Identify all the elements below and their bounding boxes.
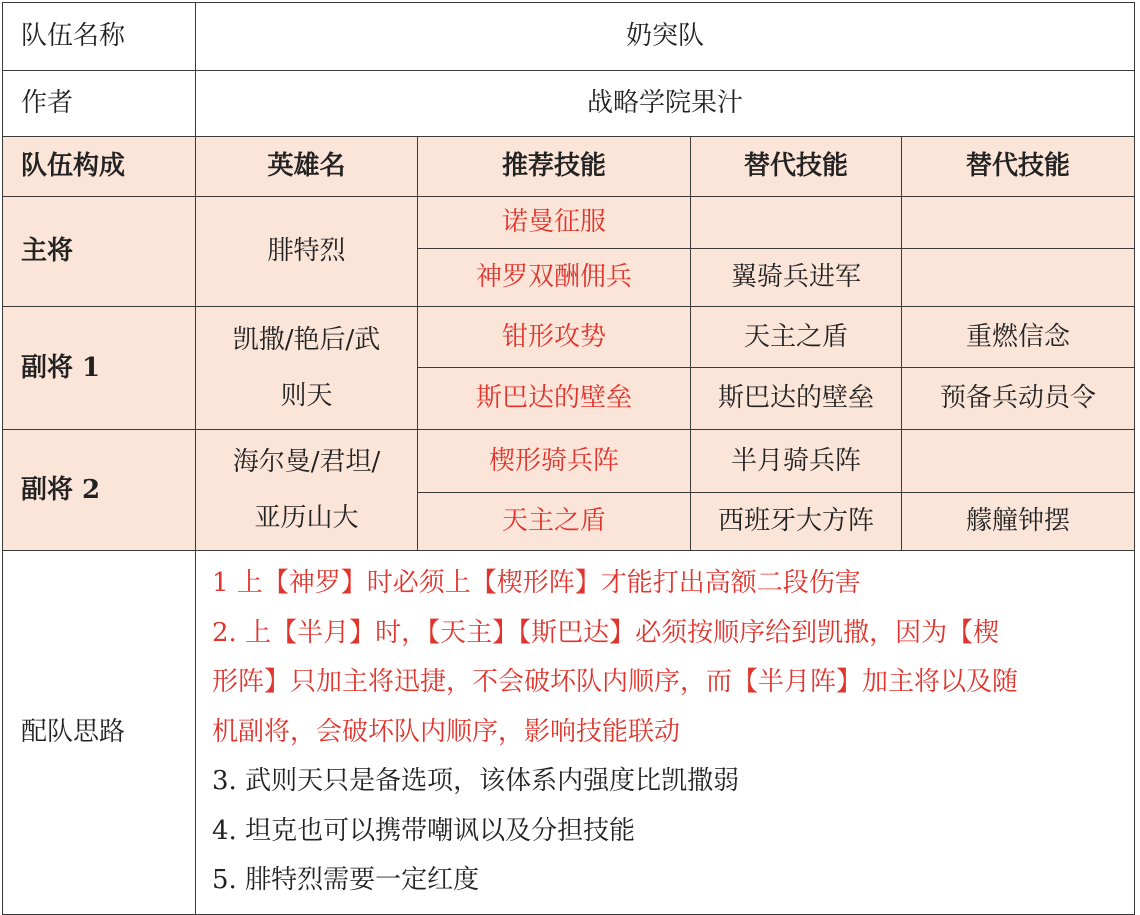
main-general-role: 主将	[3, 197, 196, 307]
team-name-label: 队伍名称	[3, 3, 196, 71]
strategy-row	[3, 551, 1135, 915]
deputy1-alt-skill: 天主之盾	[691, 307, 902, 368]
header-alt-skill-1: 替代技能	[691, 137, 902, 197]
main-general-recommended-skill: 诺曼征服	[418, 197, 691, 249]
team-name-row	[3, 3, 1135, 71]
team-name-value: 奶突队	[196, 3, 1135, 71]
author-label: 作者	[3, 71, 196, 137]
author-row	[3, 71, 1135, 137]
strategy-note: 1 上【神罗】时必须上【楔形阵】才能打出高额二段伤害	[212, 568, 861, 598]
deputy1-heroes-line2: 则天	[280, 381, 333, 411]
strategy-note: 形阵】只加主将迅捷，不会破坏队内顺序，而【半月阵】加主将以及随	[212, 667, 1019, 697]
deputy2-alt-skill: 艨艟钟摆	[902, 493, 1135, 551]
deputy1-alt-skill: 斯巴达的壁垒	[691, 368, 902, 430]
strategy-notes	[196, 551, 1135, 915]
main-general-alt-skill	[691, 197, 902, 249]
author-value: 战略学院果汁	[196, 71, 1135, 137]
deputy2-alt-skill	[902, 430, 1135, 493]
main-general-recommended-skill: 神罗双酬佣兵	[418, 249, 691, 307]
team-lineup-table	[2, 2, 1135, 915]
deputy2-alt-skill: 半月骑兵阵	[691, 430, 902, 493]
deputy1-heroes	[196, 307, 418, 430]
deputy1-role: 副将 1	[3, 307, 196, 430]
deputy1-alt-skill: 重燃信念	[902, 307, 1135, 368]
main-general-alt-skill: 翼骑兵进军	[691, 249, 902, 307]
deputy1-heroes-line1: 凯撒/艳后/武	[232, 325, 381, 355]
header-composition: 队伍构成	[3, 137, 196, 197]
deputy2-recommended-skill: 天主之盾	[418, 493, 691, 551]
deputy1-row-1	[3, 307, 1135, 368]
deputy1-recommended-skill: 斯巴达的壁垒	[418, 368, 691, 430]
header-row	[3, 137, 1135, 197]
deputy2-alt-skill: 西班牙大方阵	[691, 493, 902, 551]
deputy2-heroes-line1: 海尔曼/君坦/	[232, 447, 381, 477]
header-hero-name: 英雄名	[196, 137, 418, 197]
deputy1-recommended-skill: 钳形攻势	[418, 307, 691, 368]
strategy-label: 配队思路	[3, 551, 196, 915]
strategy-note: 3. 武则天只是备选项，该体系内强度比凯撒弱	[212, 766, 740, 796]
main-general-hero: 腓特烈	[196, 197, 418, 307]
main-general-alt-skill	[902, 197, 1135, 249]
deputy2-row-1	[3, 430, 1135, 493]
strategy-note: 机副将，会破坏队内顺序，影响技能联动	[212, 716, 681, 747]
strategy-note: 4. 坦克也可以携带嘲讽以及分担技能	[212, 815, 636, 846]
deputy2-heroes-line2: 亚历山大	[254, 503, 359, 533]
main-general-row-1	[3, 197, 1135, 249]
deputy2-recommended-skill: 楔形骑兵阵	[418, 430, 691, 493]
strategy-note: 2. 上【半月】时，【天主】【斯巴达】必须按顺序给到凯撒，因为【楔	[212, 617, 1000, 648]
deputy1-alt-skill: 预备兵动员令	[902, 368, 1135, 430]
deputy2-role: 副将 2	[3, 430, 196, 551]
header-recommended-skill: 推荐技能	[418, 137, 691, 197]
main-general-alt-skill	[902, 249, 1135, 307]
deputy2-heroes	[196, 430, 418, 551]
header-alt-skill-2: 替代技能	[902, 137, 1135, 197]
strategy-note: 5. 腓特烈需要一定红度	[212, 865, 480, 895]
